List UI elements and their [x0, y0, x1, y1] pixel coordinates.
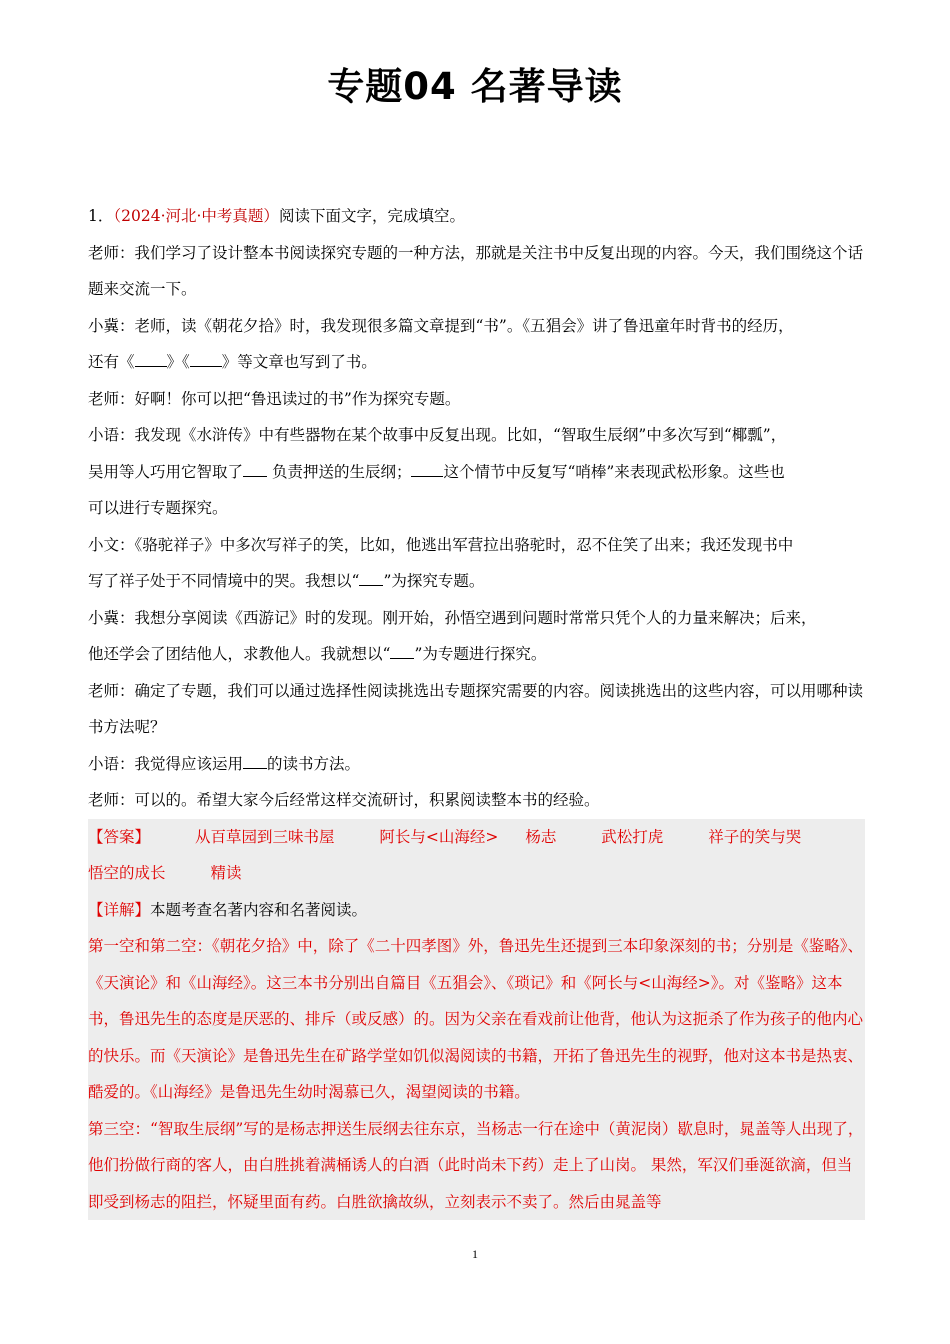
- dialogue-line: 可以进行专题探究。: [88, 499, 228, 517]
- answer-item: 武松打虎: [601, 827, 664, 846]
- fill-blank: [411, 460, 443, 477]
- text-fragment: 的读书方法。: [267, 754, 361, 773]
- answer-item: 悟空的成长: [88, 864, 166, 882]
- fill-blank: [390, 642, 414, 659]
- dialogue-line: [88, 563, 865, 600]
- page-title: 专题04 名著导读: [327, 65, 623, 108]
- text-fragment: ”为专题进行探究。: [414, 645, 547, 663]
- fill-blank: [190, 350, 222, 367]
- question-source: （2024·河北·中考真题）: [113, 207, 279, 225]
- answer-item: 阿长与<山海经>: [379, 827, 499, 846]
- dialogue-line: 小语：我发现《水浒传》中有些器物在某个故事中反复出现。比如，“智取生辰纲”中多次写到“椰瓢”，: [88, 426, 787, 444]
- detail-intro: 本题考查名著内容和名著阅读。: [150, 900, 368, 919]
- answer-line: [88, 855, 865, 892]
- dialogue-line: [88, 454, 865, 491]
- detail-label: 【详解】: [88, 900, 151, 919]
- dialogue-line: 老师：可以的。希望大家今后经常这样交流研讨，积累阅读整本书的经验。: [88, 791, 600, 809]
- dialogue-line: [88, 746, 865, 783]
- text-fragment: 还有《: [88, 353, 135, 371]
- text-fragment: 这个情节中反复写“哨棒”来表现武松形象。这些也: [443, 462, 785, 481]
- question-number: 1．: [88, 207, 114, 225]
- question-header: [88, 198, 865, 235]
- dialogue-line: 老师：确定了专题，我们可以通过选择性阅读挑选出专题探究需要的内容。阅读挑选出的这些内容，可以用哪种读书方法呢？: [88, 681, 864, 736]
- answer-line: [88, 819, 865, 856]
- page-number: 1: [472, 1247, 478, 1261]
- answer-item: 杨志: [525, 827, 557, 846]
- answer-item: 从百草园到三味书屋: [194, 827, 335, 846]
- text-fragment: 》等文章也写到了书。: [221, 353, 377, 371]
- dialogue-line: 小文：《骆驼祥子》中多次写祥子的笑，比如，他逃出军营拉出骆驼时，忍不住笑了出来；我还发现书中: [88, 535, 794, 554]
- dialogue-line: [88, 344, 865, 381]
- text-fragment: 他还学会了团结他人，求教他人。我就想以“: [88, 645, 391, 663]
- fill-blank: [243, 460, 267, 477]
- document-body: [88, 198, 865, 1220]
- text-fragment: 》《: [166, 353, 190, 371]
- fill-blank: [359, 569, 383, 586]
- question-instruction: 阅读下面文字，完成填空。: [278, 207, 465, 225]
- dialogue-line: 小冀：我想分享阅读《西游记》时的发现。刚开始，孙悟空遇到问题时常常只凭个人的力量来解决；后来，: [88, 608, 817, 627]
- answer-block: [88, 819, 865, 1221]
- text-fragment: 写了祥子处于不同情境中的哭。我想以“: [88, 572, 360, 590]
- fill-blank: [135, 350, 167, 367]
- dialogue-line: [88, 636, 865, 673]
- dialogue-line: 老师：我们学习了设计整本书阅读探究专题的一种方法，那就是关注书中反复出现的内容。今天，我们围绕这个话题来交流一下。: [88, 243, 864, 298]
- text-fragment: 小语：我觉得应该运用: [88, 754, 244, 773]
- dialogue-line: 小冀：老师，读《朝花夕拾》时，我发现很多篇文章提到“书”。《五猖会》讲了鲁迅童年时背书的经历，: [88, 316, 794, 335]
- text-fragment: 吴用等人巧用它智取了: [88, 462, 244, 481]
- detail-paragraph: 第一空和第二空：《朝花夕拾》中，除了《二十四孝图》外，鲁迅先生还提到三本印象深刻的书；分别是《鉴略》、《天演论》和《山海经》。这三本书分别出自篇目《五猖会》、《琐记》和《阿长与<山海经>》。对《鉴略》这本书，鲁迅先生的态度是厌恶的、排斥（或反感）的。因为父亲在看戏前让他背，他认为这扼杀了作为孩子的他内心的快乐。而《天演论》是鲁迅先生在矿路学堂如饥似渴阅读的书籍，开拓了鲁迅先生的视野，他对这本书是热衷、酷爱的。《山海经》是鲁迅先生幼时渴慕已久，渴望阅读的书籍。: [88, 937, 864, 1101]
- answer-item: 精读: [210, 864, 242, 882]
- text-fragment: ”为探究专题。: [383, 572, 485, 590]
- detail-intro-line: [88, 892, 865, 929]
- detail-paragraph: 第三空：“智取生辰纲”写的是杨志押送生辰纲去往东京，当杨志一行在途中（黄泥岗）歇息时，晁盖等人出现了，他们扮做行商的客人，由白胜挑着满桶诱人的白酒（此时尚未下药）走上了山岗。 果然，军汉们垂涎欲滴，但当即受到杨志的阻拦，怀疑里面有药。白胜欲擒故纵，立刻表示不卖了。然后由晁盖等: [88, 1119, 864, 1211]
- answer-label: 【答案】: [88, 827, 151, 846]
- dialogue-line: 老师：好啊！你可以把“鲁迅读过的书”作为探究专题。: [88, 389, 461, 408]
- answer-item: 祥子的笑与哭: [708, 827, 802, 846]
- fill-blank: [243, 752, 267, 769]
- text-fragment: 负责押送的生辰纲；: [267, 462, 412, 481]
